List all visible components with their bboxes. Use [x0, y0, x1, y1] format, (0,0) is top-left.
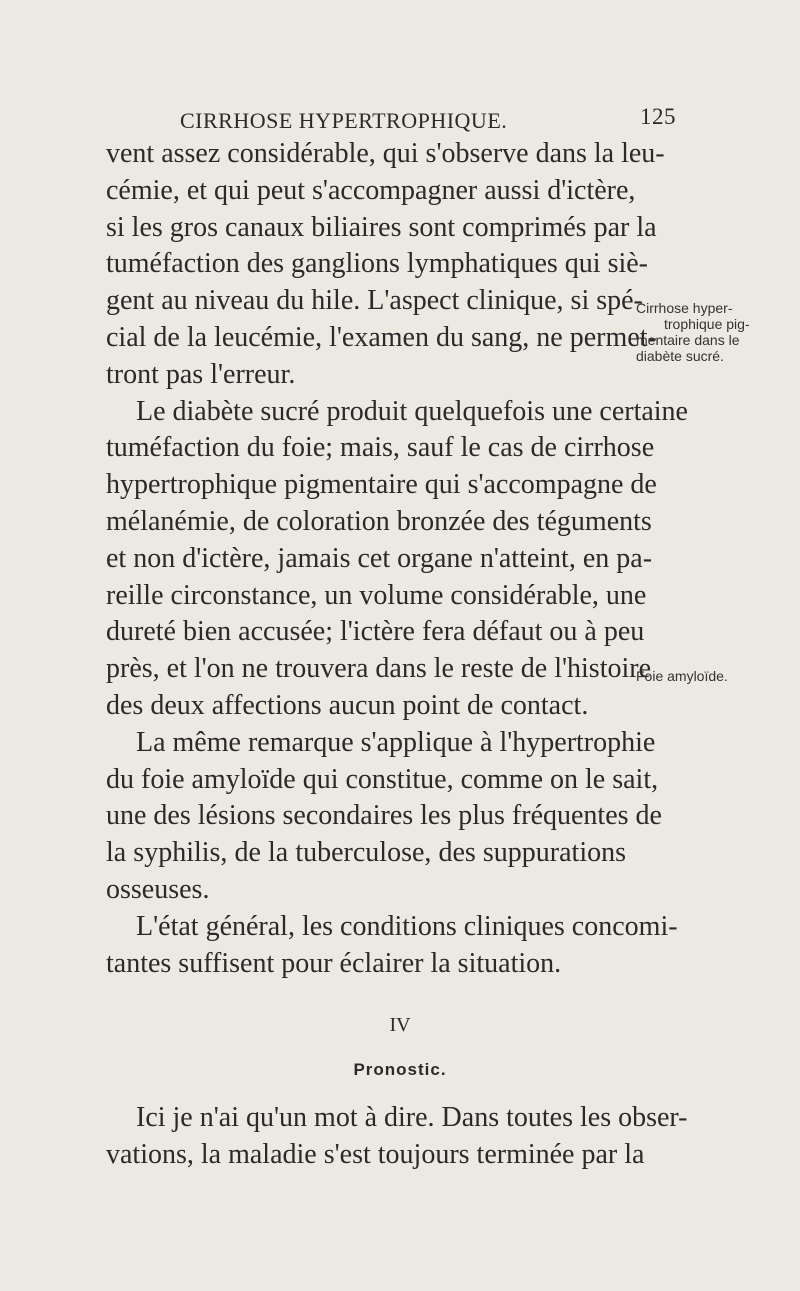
text-line: L'état général, les conditions cliniques concomi- — [136, 910, 678, 942]
section-title: Pronostic. — [353, 1060, 447, 1079]
text-line: si les gros canaux biliaires sont comprimés par la — [106, 211, 657, 243]
running-title: CIRRHOSE HYPERTROPHIQUE. — [180, 108, 508, 133]
margin-note-line: Cirrhose hyper- — [636, 300, 733, 316]
text-line: et non d'ictère, jamais cet organe n'atteint, en pa- — [106, 542, 653, 574]
margin-note-foie-amyloide — [636, 668, 796, 684]
text-line: reille circonstance, un volume considérable, une — [106, 579, 647, 611]
text-line: tuméfaction du foie; mais, sauf le cas de cirrhose — [106, 432, 655, 464]
text-line: cial de la leucémie, l'examen du sang, ne permet- — [106, 321, 657, 353]
text-line: dureté bien accusée; l'ictère fera défaut ou à peu — [106, 616, 645, 648]
text-line: des deux affections aucun point de contact. — [106, 689, 589, 721]
page-number: 125 — [640, 104, 676, 129]
text-line: vations, la maladie s'est toujours terminée par la — [106, 1138, 645, 1170]
text-line: près, et l'on ne trouvera dans le reste de l'histoire — [106, 653, 652, 685]
text-line: vent assez considérable, qui s'observe dans la leu- — [106, 138, 665, 169]
margin-note-cirrhose — [636, 300, 796, 364]
paragraph-pronostic — [106, 1100, 688, 1174]
text-line: mélanémie, de coloration bronzée des téguments — [106, 505, 652, 537]
text-line: gent au niveau du hile. L'aspect clinique, si spé- — [106, 285, 643, 317]
text-line: une des lésions secondaires les plus fréquentes de — [106, 800, 662, 832]
text-line: la syphilis, de la tuberculose, des suppurations — [106, 837, 626, 869]
text-line: du foie amyloïde qui constitue, comme on le sait, — [106, 763, 659, 795]
text-line: tront pas l'erreur. — [106, 358, 296, 390]
text-line: cémie, et qui peut s'accompagner aussi d'ictère, — [106, 174, 636, 206]
text-line: Le diabète sucré produit quelquefois une certaine — [136, 395, 688, 427]
margin-note-line: mentaire dans le — [636, 332, 740, 348]
margin-note-line: trophique pig- — [664, 316, 750, 332]
margin-note-line: diabète sucré. — [636, 348, 724, 364]
text-line: La même remarque s'applique à l'hypertrophie — [136, 726, 656, 758]
paragraph-amyloide — [106, 725, 662, 909]
section-number: IV — [389, 1014, 411, 1036]
margin-note-line: Foie amyloïde. — [636, 668, 728, 684]
text-line: tuméfaction des ganglions lymphatiques qui siè- — [106, 248, 649, 280]
paragraph-leucemie — [106, 136, 665, 394]
text-line: osseuses. — [106, 873, 210, 905]
paragraph-etat-general — [106, 909, 678, 983]
text-line: tantes suffisent pour éclairer la situation. — [106, 947, 562, 979]
text-line: hypertrophique pigmentaire qui s'accompagne de — [106, 469, 657, 501]
text-line: Ici je n'ai qu'un mot à dire. Dans toutes les obser- — [136, 1102, 688, 1133]
